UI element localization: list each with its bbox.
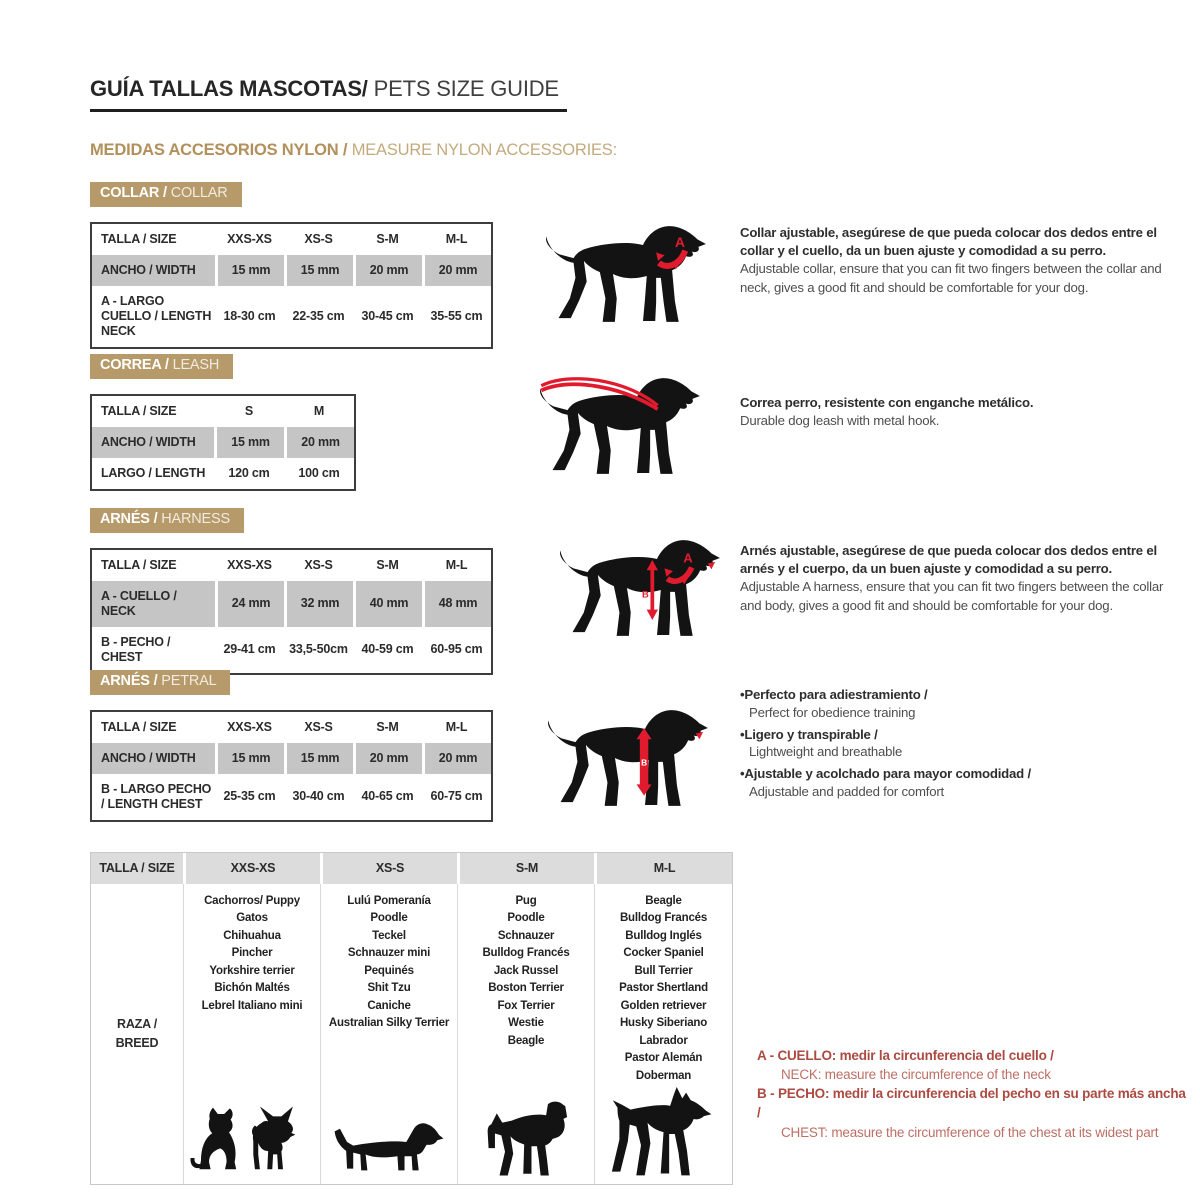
collar-badge-es: COLLAR / [100,185,171,201]
feature-item [740,686,1172,722]
table-row-neck-length [92,286,491,347]
raza-label-line1: RAZA / [117,1017,157,1032]
row-label: A - LARGO CUELLO / LENGTH NECK [101,293,212,338]
section-harness [90,508,1168,675]
petral-features [740,686,1172,805]
table-header-row [92,224,491,255]
breed-item: Bull Terrier [634,964,693,977]
size-col: XS-S [304,719,333,734]
note-es: B - PECHO: medir la circunferencia del pecho en su parte más ancha / [757,1086,1186,1121]
breed-item: Cocker Spaniel [623,947,704,960]
breed-list [595,884,732,1085]
dog-silhouette-collar-icon [538,214,733,336]
petral-dog-illustration [540,698,735,820]
value: 20 mm [284,427,354,458]
value: 25-35 cm [223,789,276,804]
value: 20 mm [353,255,422,286]
breed-item: Shit Tzu [367,982,411,995]
breed-cell-xs-s [320,884,457,1184]
value: 48 mm [422,581,491,627]
size-col: S-M [376,557,399,572]
table-row-length [92,458,354,489]
value: 20 mm [353,743,422,774]
leash-size-table [90,394,356,491]
collar-badge [90,182,242,207]
doberman-icon [610,1087,718,1181]
breed-item: Pequinés [364,964,414,977]
leash-description [740,394,1170,430]
breed-item: Lulú Pomeranía [347,895,431,907]
breed-size-table [90,852,733,1185]
size-label: TALLA / SIZE [101,557,177,572]
breed-item: Lebrel Italiano mini [201,999,303,1012]
dog-silhouette-harness-icon [552,528,747,650]
size-col: XXS-XS [183,853,320,884]
table-header-row [92,396,354,427]
breed-item: Australian Silky Terrier [328,1017,450,1030]
breed-list [184,884,320,1015]
table-row-chest [92,627,491,673]
collar-description [740,224,1170,297]
breed-item: Cachorros/ Puppy [204,895,300,907]
breed-item: Golden retriever [620,999,707,1012]
value: 100 cm [298,465,340,480]
table-row-neck [92,581,491,627]
breed-item: Pastor Shertland [619,982,708,995]
size-col: XS-S [304,557,333,572]
page-title-es: GUÍA TALLAS MASCOTAS/ [90,76,368,101]
size-col: S-M [376,231,399,246]
note-neck [757,1046,1191,1084]
value: 32 mm [284,581,353,627]
table-row-width [92,255,491,286]
table-row-width [92,743,491,774]
breed-item: Pug [515,895,537,907]
section-petral [90,670,1168,822]
value: 15 mm [215,255,284,286]
size-col: M-L [445,719,468,734]
value: 18-30 cm [223,308,276,323]
value: 60-75 cm [430,789,483,804]
value: 30-40 cm [292,789,345,804]
row-label: ANCHO / WIDTH [101,434,196,449]
size-col: XXS-XS [227,557,272,572]
breed-item: Gatos [236,912,268,925]
table-row-chest-length [92,774,491,820]
breed-item: Pastor Alemán [624,1052,703,1065]
size-col: XS-S [304,231,333,246]
feature-en: Perfect for obedience training [749,704,916,720]
breed-item: Yorkshire terrier [209,964,295,977]
collar-size-table [90,222,493,349]
label-b: B [641,757,648,768]
breed-table-header [91,853,732,884]
dog-silhouette-petral-icon [540,698,735,820]
breed-item: Poodle [370,912,408,925]
arrow-down-icon [647,610,658,620]
value: 30-45 cm [361,308,414,323]
feature-es: • Perfecto para adiestramiento / [740,687,928,702]
page-title-en: PETS SIZE GUIDE [367,76,559,101]
breed-item: Pincher [231,947,273,960]
table-header-row [92,550,491,581]
collar-desc-en: Adjustable collar, ensure that you can fit two fingers between the collar and neck, gives a good fit and should be comfortable for your dog. [740,261,1162,295]
breed-list [458,884,594,1050]
row-label: LARGO / LENGTH [101,465,206,480]
breed-table-body [91,884,732,1184]
table-header-row [92,712,491,743]
feature-item [740,726,1172,762]
label-a: A [683,550,693,566]
row-label: B - PECHO / CHEST [101,634,171,664]
silhouettes-s-m [458,1095,594,1184]
feature-item [740,765,1172,801]
silhouettes-xs-s [321,1117,457,1184]
collar-dog-illustration [538,214,733,336]
size-col: XS-S [320,853,457,884]
size-col: M-L [445,557,468,572]
harness-desc-en: Adjustable A harness, ensure that you can fit two fingers between the collar and body, gives a good fit and should be comfortable for your dog. [740,579,1164,613]
feature-es: • Ligero y transpirable / [740,727,878,742]
petral-badge [90,670,230,695]
section-collar [90,182,1168,349]
schnauzer-icon [478,1097,574,1181]
silhouettes-m-l [595,1085,732,1184]
leash-badge-es: CORREA / [100,357,173,373]
measuring-notes [757,1046,1191,1142]
row-label: A - CUELLO / NECK [101,588,177,618]
size-col: M [313,403,325,418]
feature-en: Adjustable and padded for comfort [749,784,945,799]
table-row-width [92,427,354,458]
value: 33,5-50cm [289,642,348,657]
leash-badge [90,354,233,379]
breed-item: Westie [508,1017,544,1030]
value: 15 mm [214,427,284,458]
harness-dog-illustration [552,528,747,650]
harness-desc-es: Arnés ajustable, asegúrese de que pueda colocar dos dedos entre el arnés y el cuerpo, da un buen ajuste y comodidad a su perro. [740,542,1158,577]
value: 120 cm [228,465,270,480]
dachshund-icon [332,1119,447,1181]
breed-item: Teckel [372,929,406,942]
note-es: A - CUELLO: medir la circunferencia del cuello / [757,1048,1054,1063]
breed-item: Poodle [507,912,545,925]
note-chest [757,1084,1191,1141]
breed-item: Schnauzer mini [347,947,431,960]
row-label: B - LARGO PECHO / LENGTH CHEST [101,781,212,811]
size-col: XXS-XS [227,719,272,734]
note-en: CHEST: measure the circumference of the chest at its widest part [781,1124,1159,1140]
page-subtitle-en: MEASURE NYLON ACCESSORIES: [351,141,617,159]
value: 35-55 cm [430,308,483,323]
dog-silhouette-leash-icon [532,366,727,488]
size-col: M-L [594,853,732,884]
breed-cell-m-l [594,884,732,1184]
breed-row-label [91,884,183,1184]
row-label: ANCHO / WIDTH [101,262,196,277]
label-a: A [674,233,685,250]
harness-badge-es: ARNÉS / [100,511,162,527]
value: 24 mm [215,581,284,627]
value: 40 mm [353,581,422,627]
petral-badge-en: PETRAL [161,673,217,689]
silhouettes-xxs-xs [184,1101,320,1184]
breed-item: Fox Terrier [497,999,555,1012]
size-label: TALLA / SIZE [99,861,175,875]
breed-item: Bulldog Francés [619,912,708,925]
value: 15 mm [215,743,284,774]
value: 29-41 cm [223,642,276,657]
petral-badge-es: ARNÉS / [100,673,162,689]
page-title [90,76,567,112]
collar-desc-es: Collar ajustable, asegúrese de que pueda colocar dos dedos entre el collar y el cuello, da un buen ajuste y comodidad a su perro. [740,224,1157,259]
size-label: TALLA / SIZE [101,403,177,418]
size-col: XXS-XS [227,231,272,246]
chihuahua-icon [250,1103,316,1181]
breed-item: Doberman [635,1069,692,1082]
petral-size-table [90,710,493,822]
breed-item: Boston Terrier [488,982,564,995]
note-en: NECK: measure the circumference of the neck [781,1067,1051,1083]
value: 22-35 cm [292,308,345,323]
breed-cell-s-m [457,884,594,1184]
value: 20 mm [422,255,491,286]
breed-item: Jack Russel [493,964,559,977]
breed-item: Bulldog Inglés [625,929,702,942]
page-subtitle [90,141,617,160]
harness-description [740,542,1170,615]
page-subtitle-es: MEDIDAS ACCESORIOS NYLON / [90,141,352,159]
breed-item: Beagle [645,895,682,907]
leash-desc-en: Durable dog leash with metal hook. [740,413,940,429]
harness-badge-en: HARNESS [161,511,230,527]
size-label: TALLA / SIZE [101,231,177,246]
leash-badge-en: LEASH [172,357,220,373]
value: 40-65 cm [361,789,414,804]
feature-es: • Ajustable y acolchado para mayor comodidad / [740,766,1031,781]
cat-icon [189,1103,245,1181]
value: 15 mm [284,743,353,774]
leash-desc-es: Correa perro, resistente con enganche metálico. [740,394,1034,410]
breed-item: Chihuahua [223,929,281,942]
breed-item: Schnauzer [497,929,555,942]
breed-item: Bichón Maltés [214,982,290,995]
breed-item: Labrador [639,1034,688,1047]
breed-item: Caniche [367,999,411,1012]
feature-en: Lightweight and breathable [749,744,903,760]
section-leash [90,354,1168,491]
harness-size-table [90,548,493,675]
breed-cell-xxs-xs [183,884,320,1184]
harness-badge [90,508,244,533]
raza-label-line2: BREED [115,1036,159,1051]
breed-list [321,884,457,1033]
value: 15 mm [284,255,353,286]
leash-dog-illustration [532,366,727,488]
breed-item: Bulldog Francés [482,947,570,960]
value: 20 mm [422,743,491,774]
size-col: M-L [445,231,468,246]
value: 60-95 cm [430,642,483,657]
value: 40-59 cm [361,642,414,657]
breed-item: Beagle [507,1034,545,1047]
size-col: S [244,403,254,418]
size-col: S-M [457,853,594,884]
collar-badge-en: COLLAR [170,185,228,201]
row-label: ANCHO / WIDTH [101,750,196,765]
label-b: B [641,589,649,600]
size-col: S-M [376,719,399,734]
size-label: TALLA / SIZE [101,719,177,734]
breed-item: Husky Siberiano [619,1017,708,1030]
